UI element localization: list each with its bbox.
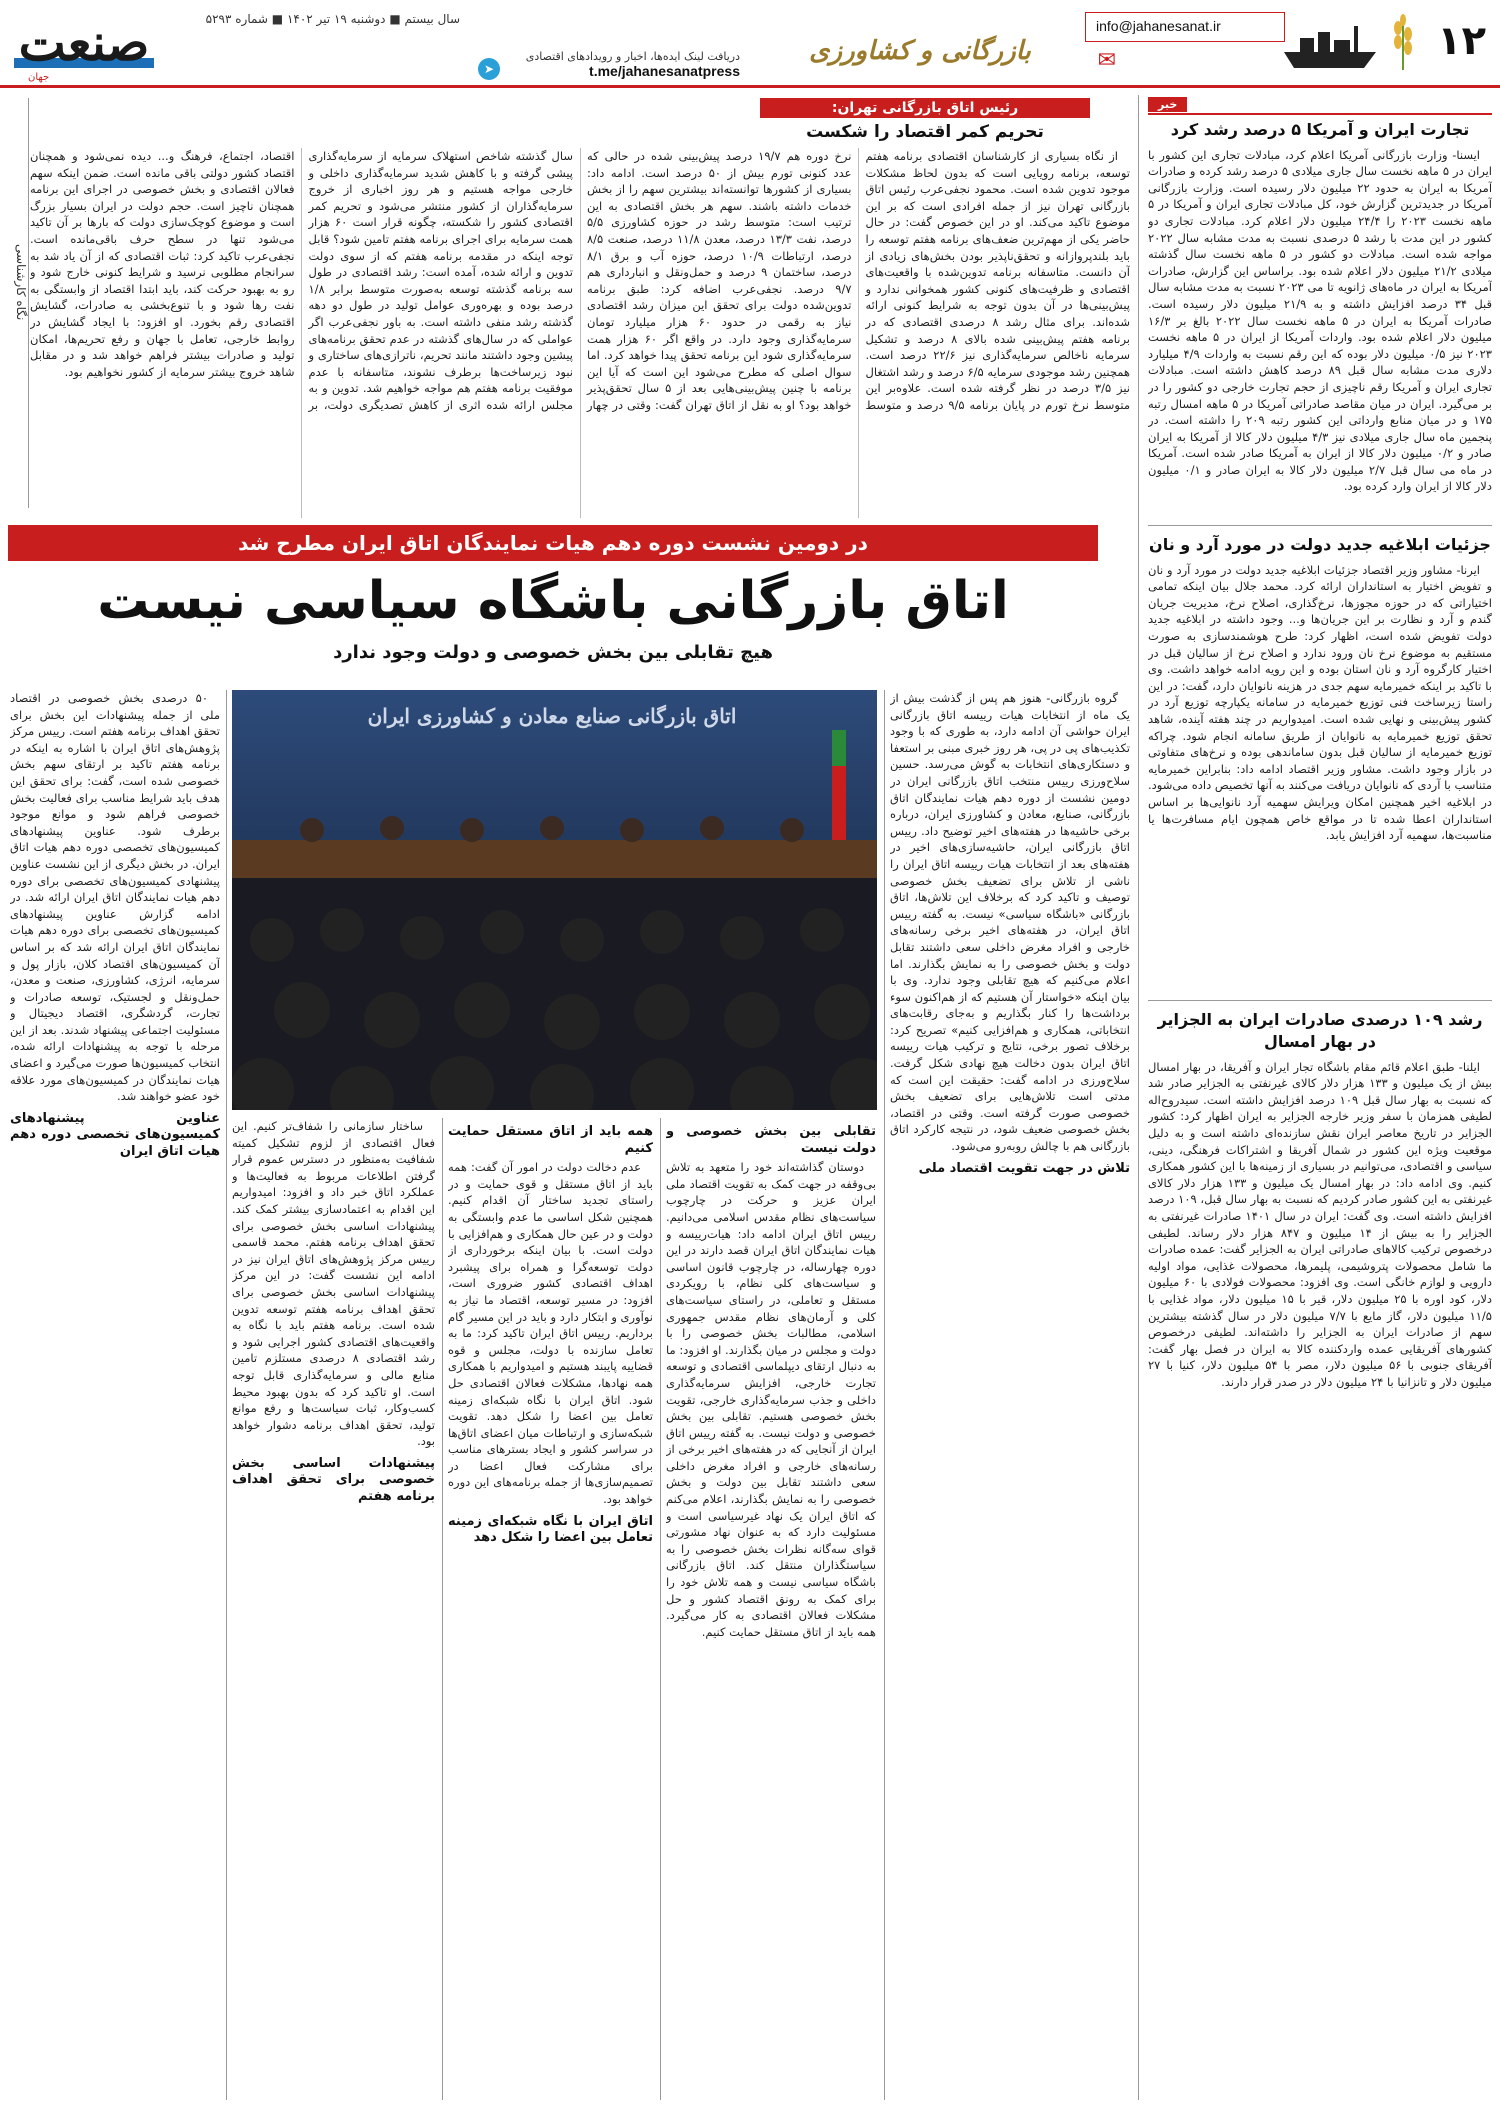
subhead-4: اتاق ایران با نگاه شبکه‌ای زمینه تعامل بین اعضا را شکل دهد <box>448 1513 653 1546</box>
subhead-6: عناوین پیشنهادهای کمیسیون‌های تخصصی دوره دهم هیات اتاق ایران <box>10 1110 220 1160</box>
news-divider <box>1148 525 1492 526</box>
conference-photo <box>232 690 877 1110</box>
news-tag-row <box>1148 96 1492 115</box>
main-col-2 <box>666 1118 876 2100</box>
main-col-4 <box>232 1118 435 2100</box>
newspaper-logo <box>14 8 154 83</box>
column-divider <box>226 690 227 2100</box>
column-divider <box>442 1118 443 2100</box>
main-article-title: اتاق بازرگانی باشگاه سیاسی نیست <box>97 571 1009 631</box>
conference-illustration <box>232 690 877 1110</box>
section-title: بازرگانی و کشاورزی <box>809 36 1031 66</box>
email-icon: ✉ <box>1097 48 1116 73</box>
side-label: نگاه کارشناسی <box>14 243 28 320</box>
ship-icon <box>1280 22 1380 72</box>
main-col-3-text: عدم دخالت دولت در امور آن گفت: همه باید از اتاق مستقل و قوی حمایت و در راستای تجدید ساختار آن اقدام کنیم. همچنین شکل اساسی ما عدم وابستگی به دولت و در عین حال همکاری و هم‌افزایی با دولت است. با بیان اینکه برخورداری از دولت توسعه‌گرا و همراه برای پیشبرد اهداف اقتصادی کشور ضروری است، افزود: در مسیر توسعه، اقتصاد ما نیاز به نوآوری و ابتکار دارد و باید در این مسیر گام برداریم. رییس اتاق ایران تاکید کرد: ما به تعامل سازنده با دولت، مجلس و قوه قضاییه پایبند هستیم و امیدواریم با همکاری همه نهادها، مشکلات فعالان اقتصادی حل شود. اتاق ایران با نگاه شبکه‌ای زمینه تعامل بین اعضا را شکل دهد. تقویت شبکه‌سازی و ارتباطات میان اعضای اتاق‌ها در سراسر کشور و ایجاد بسترهای مناسب برای مشارکت فعال اعضا در تصمیم‌سازی‌ها از جمله برنامه‌های این دوره خواهد بود. <box>448 1160 653 1507</box>
news-title-3: رشد ۱۰۹ درصدی صادرات ایران به الجزایر در بهار امسال <box>1157 1009 1483 1051</box>
main-col-2-text: دوستان گذاشته‌اند خود را متعهد به تلاش بی‌وقفه در جهت کمک به تقویت اقتصاد ملی ایران عزیز و حرکت در چارچوب سیاست‌های نظام مقدس اسلامی می‌دانیم. رییس اتاق ایران ادامه داد: هیات‌رییسه و هیات نمایندگان اتاق ایران قصد دارند در این دوره چهارساله، در چارچوب قانون اساسی و سیاست‌های کلی نظام، با رویکردی مستقل و تعاملی، در راستای سیاست‌های کلی و آرمان‌های نظام مقدس جمهوری اسلامی، مطالبات بخش خصوصی را با دولت و مجلس در میان بگذارند. او افزود: ما به دنبال ارتقای دیپلماسی اقتصادی و توسعه تجارت خارجی، افزایش سرمایه‌گذاری داخلی و جذب سرمایه‌گذاری خارجی، تقویت بخش خصوصی هستیم. تقابلی بین بخش خصوصی و دولت نیست. به گفته رییس اتاق ایران از آنجایی که در هفته‌های اخیر برخی از رسانه‌های خارجی و افراد مغرض داخلی سعی داشتند تقابل بین دولت و بخش خصوصی را به نمایش بگذارند، اعلام می‌کنم که اتاق ایران یک نهاد غیرسیاسی است و مسئولیت دارد که به عنوان نهاد مشورتی قوای سه‌گانه نظرات بخش خصوصی را به سیاستگذاران منتقل کند. اتاق بازرگانی باشگاه سیاسی نیست و همه تلاش خود را برای کمک به رونق اقتصاد کشور و حل مشکلات فعالان اقتصادی به کار می‌گیرد. همه باید از اتاق مستقل حمایت کنیم. <box>666 1160 876 1639</box>
main-col-4-text: ساختار سازمانی را شفاف‌تر کنیم. این فعال اقتصادی از لزوم تشکیل کمیته شفافیت به‌منظور در دسترس عموم قرار گرفتن اطلاعات مربوط به فعالیت‌ها و عملکرد اتاق خبر داد و افزود: امیدواریم این اقدام به اعتمادسازی بیشتر کمک کند. پیشنهادات اساسی بخش خصوصی برای تحقق اهداف برنامه هفتم. محمد قاسمی رییس مرکز پژوهش‌های اتاق ایران نیز در ادامه این نشست گفت: در این مرکز پیشنهادات اساسی بخش خصوصی برای تحقق اهداف برنامه هفتم توسعه تدوین شده است. برنامه هفتم باید با نگاه به واقعیت‌های اقتصادی کشور اجرایی شود و رشد اقتصادی ۸ درصدی مستلزم تامین منابع مالی و سرمایه‌گذاری قابل توجه است. او تاکید کرد که بدون بهبود محیط کسب‌وکار، ثبات سیاست‌ها و رفع موانع تولید، تحقق اهداف برنامه دشوار خواهد بود. <box>232 1119 435 1449</box>
column-divider <box>884 690 885 2100</box>
logo-subtext: جهان <box>28 72 50 83</box>
main-col-1-text: گروه بازرگانی- هنوز هم پس از گذشت بیش از یک ماه از انتخابات هیات رییسه اتاق بازرگانی ایران حواشی آن ادامه دارد، به طوری که با وجود تکذیب‌های پی در پی، هر روز خبری مبنی بر استعفا و دستکاری‌های انتخابات به گوش می‌رسد. حسین سلاح‌ورزی رییس منتخب اتاق بازرگانی ایران در دومین نشست از دوره دهم هیات نمایندگان اتاق بازرگانی، صنایع، معادن و کشاورزی ایران، درباره برخی حاشیه‌ها در هفته‌های اخیر توضیح داد. رییس اتاق بازرگانی ایران، حاشیه‌سازی‌های اخیر در هفته‌های بعد از انتخابات هیات رییسه اتاق ایران را ناشی از تلاش برای تضعیف بخش خصوصی توصیف و تاکید کرد که برخلاف این تلاش‌ها، اتاق بازرگانی «باشگاه سیاسی» نیست. به گفته رییس اتاق ایران، در هفته‌های اخیر برخی رسانه‌های خارجی و افراد مغرض داخلی سعی داشتند تقابل دولت و بخش خصوصی را به نمایش بگذارند. اما اعلام می‌کنیم که هیچ تقابلی وجود ندارد. وی با بیان اینکه «خواستار آن هستیم که از هم‌اکنون سوء‌ برداشت‌ها را کنار بگذاریم و به‌جای رقابت‌های انتخاباتی، همکاری و هم‌افزایی کنیم» تصریح کرد: برخلاف تصور برخی، نتایج و ترکیب هیات رییسه اتاق ایران بدون دخالت هیچ نهادی شکل گرفت. سلاح‌ورزی در ادامه گفت: حقیقت این است که مدتی است تلاش‌هایی برای تضعیف بخش خصوصی صورت گرفته است. وقتی در اقتصاد، بخش خصوصی ضعیف شود، در نتیجه کارکرد اتاق بازرگانی هم با چالش روبه‌رو می‌شود. <box>890 691 1130 1154</box>
column-divider <box>660 1118 661 2100</box>
news-body-2: ایرنا- مشاور وزیر اقتصاد جزئیات ابلاغیه جدید دولت در مورد آرد و نان و تفویض اختیار به استانداران ارائه کرد. محمد جلال بیان اینکه تمامی اختیاراتی که در حوزه مجوزها، نرخ‌گذاری، اصلاح نرخ، مدیریت جریان گندم و آرد و نظارت بر این جریان‌ها و... وجود داشته در ابلاغیه جدید دولت تفویض شده است، اظهار کرد: طرح هوشمندسازی به صورت مستقیم به موضوع نرخ نان ورود ندارد و اصلاح نرخ از سالیان قبل در اختیار کارگروه آرد و نان استان بوده و این رویه ادامه خواهد داشت. وی با تاکید بر اینکه خمیرمایه سهم جدی در هزینه نانوایان دارد، گفت: در این راستا زیرساخت فنی توزیع خمیرمایه در سامانه یکپارچه توزیع آرد در کشور پیش‌بینی و نهایی شده است. امیدواریم در چند هفته آینده، شاهد تحقق توزیع خمیرمایه به نانوایان از طریق سامانه انجام شود. چراکه توزیع خمیرمایه از سالیان قبل بدون ساماندهی بوده و نرخ‌های متفاوتی در بازار وجود داشت. مشاور وزیر اقتصاد ادامه داد: بنابراین خمیرمایه متناسب با آرد‌ی که نانوایان دریافت می‌کنند به آنها تخصیص داده می‌شود. در ابلاغیه اخیر همچنین امکان ویرایش سهمیه آرد نانوایی‌ها بر اساس استانداران اعطا شده تا در مواقع خاص همچون ایام مسافرت‌ها یا مناسبت‌ها، سهمیه آرد افزایش یابد. <box>1148 562 1492 843</box>
page-number: ۱۲ <box>1437 18 1486 64</box>
news-body-3: ایلنا- طبق اعلام قائم مقام باشگاه تجار ایران و آفریقا، در بهار امسال بیش از یک میلیون و ۱۳۳ هزار دلار کالای غیرنفتی به الجزایر صادر شد که نسبت به بهار سال قبل ۱۰۹ درصد افزایش داشته است. سیدروح‌اله لطیفی همزمان با سفر وزیر خارجه الجزایر به ایران اظهار کرد: کشور الجزایر در تاریخ معاصر ایران نقش سازنده‌ای داشته است و به دلیل موقعیت ویژه این کشور در شمال آفریقا و اشتراکات فرهنگی، دینی، سیاسی و اقتصادی، می‌توانیم در بسیاری از زمینه‌ها با این کشور همکاری کنیم. وی ادامه داد: در بهار امسال یک میلیون و ۱۳۳ هزار دلار کالای غیرنفتی به این کشور صادر کردیم که نسبت به بهار سال قبل، ۱۰۹ درصد افزایش داشته است. وی گفت: ایران در سال ۱۴۰۱ صادرات غیرنفتی به الجزایر را به بیش از ۱۴ میلیون و ۸۴۷ هزار دلار رساند. لطیفی درخصوص ترکیب کالاهای صادراتی ایران به الجزایر گفت: عمده صادرات ما شامل محصولات پتروشیمی، پلیمرها، محصولات غذایی، مواد اولیه دارویی و لوازم خانگی است. وی افزود: محصولات فولادی با ۶۰ میلیون دلار، کود اوره با ۲۵ میلیون دلار، قیر با ۱۵ میلیون دلار، مواد غذایی با ۱۱/۵ میلیون دلار، گاز مایع با ۷/۷ میلیون دلار در سال گذشته بیشترین سهم از صادرات ایران به الجزایر را داشته‌اند. لطیفی درخصوص کشورهای آفریقایی عمده واردکننده کالا به ایران در فصل بهار گفت: آفریقای جنوبی با ۵۶ میلیون دلار، مصر با ۵۴ میلیون دلار، کنیا با ۲۷ میلیون دلار و تانزانیا با ۲۴ میلیون دلار در صدر قرار دارند. <box>1148 1059 1492 1389</box>
wheat-icon <box>1388 14 1418 70</box>
page-header <box>0 0 1500 88</box>
news-title-2: جزئیات ابلاغیه جدید دولت در مورد آرد و نان <box>1149 534 1491 554</box>
news-divider <box>1148 1000 1492 1001</box>
top-article-title-label: تحریم کمر اقتصاد را شکست <box>806 122 1044 142</box>
main-col-1 <box>890 690 1130 2100</box>
main-col-5 <box>10 690 220 2100</box>
top-article-body: از نگاه بسیاری از کارشناسان اقتصادی برنامه هفتم توسعه، برنامه رویایی است که بدون لحاظ مشکلات موجود تدوین شده است. محمود نجفی‌عرب رئیس اتاق بازرگانی تهران نیز از جمله افرادی است که بر این موضوع تاکید می‌کند. او در این خصوص گفت: در حال حاضر یکی از مهم‌ترین ضعف‌های برنامه هفتم توسعه را باید بلندپروازانه و تحقق‌ناپذیر بودن بخش‌های زیادی از آن دانست. متاسفانه برنامه تدوین‌شده با واقعیت‌های اقتصادی و ظرفیت‌های کنونی کشور همخوانی ندارد و پیش‌بینی‌ها در آن بدون توجه به شرایط کنونی ارائه شده‌اند. برای مثال رشد ۸ درصدی اقتصادی که در برنامه هفتم پیش‌بینی شده بالای ۸ درصد و تشکیل سرمایه ناخالص سرمایه‌گذاری نیز ۲۲/۶ درصد است. همچنین رشد موجودی سرمایه ۶/۵ درصد و رشد اشتغال نیز ۳/۵ درصد در نظر گرفته شده است. علاوه‌بر این متوسط نرخ تورم در پایان برنامه ۹/۵ درصد و متوسط نرخ دوره هم ۱۹/۷ درصد پیش‌بینی شده در حالی که عدد کنونی تورم بیش از ۵۰ درصد است. ادامه داد: بسیاری از کشورها توانسته‌اند بیشترین سهم را از بخش خدمات داشته باشند. سهم هر بخش اقتصادی به این ترتیب است: متوسط رشد در حوزه کشاورزی ۵/۵ درصد، نفت ۱۳/۳ درصد، معدن ۱۱/۸ درصد، صنعت ۸/۵ درصد، ارتباطات ۱۰/۹ درصد، حوزه آب و برق ۸/۱ درصد، ساختمان ۹ درصد و حمل‌ونقل و انبارداری هم ۹/۷ درصد. نجفی‌عرب اضافه کرد: طبق برنامه تدوین‌شده دولت برای تحقق این میزان رشد اقتصادی نیاز به رقمی در حدود ۶۰ هزار میلیارد تومان سرمایه‌گذاری وجود دارد. در واقع اگر ۶۰ هزار همت سرمایه‌گذاری شود این برنامه تحقق پیدا خواهد کرد. اما سوال اصلی که مطرح می‌شود این است که آیا این برنامه با چنین پیش‌بینی‌هایی بعد از ۵ سال تحقق‌پذیر خواهد بود؟ او به نقل از اتاق تهران گفت: وقتی در چهار سال گذشته شاخص استهلاک سرمایه از سرمایه‌گذاری پیشی گرفته و با کاهش شدید سرمایه‌گذاری داخلی و خارجی مواجه هستیم و هر روز اخباری از خروج سرمایه‌گذاران از کشور منتشر می‌شود و تحریم کمر اقتصادی کشور را شکسته، چگونه قرار است ۶۰ هزار همت سرمایه برای اجرای برنامه هفتم تامین شود؟ قابل توجه اینکه در مقدمه برنامه هفتم که از سوی دولت تدوین و ارائه شده، آمده است: رشد اقتصادی در طول سه برنامه گذشته توسعه به‌صورت متوسط برابر ۱/۸ درصد بوده و بهره‌وری عوامل تولید در طول دو دهه گذشته رشد منفی داشته است. به باور نجفی‌عرب اگر عواملی که در سال‌های گذشته در عدم تحقق برنامه‌های پیشین وجود داشتند مانند تحریم، ناترازی‌های ساختاری و نبود زیرساخت‌ها برطرف نشوند، متاسفانه با عدم موفقیت برنامه هفتم هم مواجه خواهیم شد. تدوین و به مجلس ارائه شده اثری از کاهش تصدیگری دولت، بر اقتصاد، اجتماع، فرهنگ و... دیده نمی‌شود و همچنان اقتصاد کشور دولتی باقی مانده است. ضمن اینکه سهم فعالان اقتصادی و بخش خصوصی در اجرای این برنامه همچنان ناچیز است. حجم دولت در ایران بسیار بزرگ است و موضوع کوچک‌سازی دولت که بارها بر آن تاکید می‌شود تنها در سطح حرف باقی‌مانده است. نجفی‌عرب تاکید کرد: ثبات اقتصادی که از آن یاد شد به سرانجام مطلوبی نرسید و شرایط کنونی خارج شود و رو به بهبود حرکت کند، باید ابتدا اقتصاد از وابستگی به نفت رها شود و با تنوع‌بخشی به صادرات، گشایش اقتصادی رقم بخورد. او افزود: با ایجاد گشایش در روابط خارجی، تعامل با جهان و رفع تحریم‌ها، امکان تولید و صادرات بیشتر فراهم خواهد شد و در مقابل شاهد خروج بیشتر سرمایه از کشور نخواهیم بود. <box>30 149 1130 412</box>
top-article-kicker-label: رئیس اتاق بازرگانی تهران: <box>760 98 1090 118</box>
news-title-1: تجارت ایران و آمریکا ۵ درصد رشد کرد <box>1170 119 1470 139</box>
main-col-3 <box>448 1118 653 2100</box>
photo-banner-text: اتاق بازرگانی صنایع معادن و کشاورزی ایران <box>367 704 737 728</box>
email-link[interactable]: info@jahanesanat.ir <box>1085 12 1285 42</box>
logo-text: صنعت <box>18 13 150 72</box>
telegram-promo <box>470 50 740 79</box>
telegram-link[interactable]: t.me/jahanesanatpress <box>589 63 740 79</box>
column-divider <box>1138 95 1139 2100</box>
news-body-1: ایسنا- وزارت بازرگانی آمریکا اعلام کرد، مبادلات تجاری این کشور با ایران در ۵ ماهه نخست سال جاری میلادی ۵ درصد رشد کرده و صادرات آمریکا به ایران به حدود ۲۲ میلیون دلار رسیده است. وزارت بازرگانی آمریکا در جدیدترین گزارش خود، کل مبادلات تجاری ایران و آمریکا در ۵ ماهه نخست ۲۰۲۳ را ۲۴/۴ میلیون دلار اعلام کرد. مبادلات تجاری دو کشور در این مدت با رشد ۵ درصدی نسبت به مدت مشابه سال ۲۰۲۲ مواجه شده است. مبادلات دو کشور در ۵ ماهه نخست سال گذشته میلادی ۲۱/۲ میلیون دلار اعلام شده بود. براساس این گزارش، صادرات آمریکا به ایران در ماه‌های ژانویه تا می ۲۰۲۳ نسبت به مدت مشابه سال قبل ۳۴ درصد افزایش داشته و به ۲۱/۹ میلیون دلار رسیده است. صادرات آمریکا به ایران در ۵ ماهه نخست سال ۲۰۲۲ بالغ بر ۱۶/۳ میلیون دلار اعلام شده بود. واردات آمریکا از ایران در ۵ ماهه نخست ۲۰۲۳ نیز ۰/۵ میلیون دلار بوده که این رقم نسبت به واردات ۴/۹ میلیارد دلاری مدت مشابه سال قبل ۸۹ درصد کاهش داشته است. مبادلات تجاری ایران و آمریکا رقم ناچیزی از حجم تجارت خارجی دو کشور را در بر می‌گیرد. ایران در میان مقاصد صادراتی آمریکا در ۵ ماهه امسال رتبه ۱۷۵ و در میان منابع وارداتی این کشور رتبه ۲۰۹ را داشته است. در پنجمین ماه سال جاری میلادی نیز ۴/۳ میلیون دلار کالا از آمریکا به ایران صادر و ۰/۲ میلیون دلار کالا از ایران به آمریکا صادر شده است. آمریکا در ماه می سال قبل ۲/۷ میلیون دلار کالا به ایران صادر و ۰/۱ میلیون دلار کالا از ایران وارد کرده بود. <box>1148 147 1492 494</box>
telegram-caption: دریافت لینک ایده‌ها، اخبار و رویدادهای اقتصادی <box>525 50 740 63</box>
main-col-5-text: ۵۰ درصدی بخش خصوصی در اقتصاد ملی از جمله پیشنهادات این بخش برای تحقق اهداف برنامه هفتم است. رییس مرکز پژوهش‌های اتاق ایران با اشاره به اینکه در برنامه هفتم تاکید بر ارتقای سهم بخش خصوصی شده است، گفت: برای تحقق این هدف باید شرایط مناسب برای فعالیت بخش خصوصی فراهم شود و موانع موجود برطرف شود. عناوین پیشنهادهای کمیسیون‌های تخصصی دوره دهم هیات اتاق ایران. در بخش دیگری از این نشست عناوین پیشنهادی کمیسیون‌های تخصصی برای دوره دهم هیات نمایندگان اتاق ایران ارائه شد. در ادامه گزارش عناوین پیشنهادهای کمیسیون‌های تخصصی برای دوره دهم هیات نمایندگان اتاق ایران ارائه شد که بر اساس آن کمیسیون‌های اقتصاد کلان، بازار پول و سرمایه، انرژی، کشاورزی، صنعت و معدن، حمل‌ونقل و لجستیک، توسعه صادرات و تجارت، گردشگری، اقتصاد دیجیتال و مسئولیت اجتماعی پیشنهاد شدند. بعد از این مرحله با توجه به پیشنهادات ارائه شده، انتخاب کمیسیون‌ها صورت می‌گیرد و اعضای هیات نمایندگان در کمیسیون‌های مورد علاقه خود عضو خواهند شد. <box>10 691 220 1104</box>
right-news-column <box>1148 96 1492 2101</box>
subhead-1: تلاش در جهت تقویت اقتصاد ملی <box>918 1160 1130 1176</box>
main-article-banner: در دومین نشست دوره دهم هیات نمایندگان اتاق ایران مطرح شد <box>8 525 1098 561</box>
side-divider <box>28 98 29 508</box>
news-tag: خبر <box>1148 97 1187 112</box>
subhead-3: همه باید از اتاق مستقل حمایت کنیم <box>448 1124 653 1156</box>
telegram-icon: ➤ <box>478 58 500 80</box>
main-article-subtitle: هیچ تقابلی بین بخش خصوصی و دولت وجود ندارد <box>333 642 773 663</box>
subhead-5: پیشنهادات اساسی بخش خصوصی برای تحقق اهداف برنامه هفتم <box>232 1455 435 1505</box>
subhead-2: تقابلی بین بخش خصوصی و دولت نیست <box>666 1124 876 1156</box>
top-article-body-wrap <box>30 98 1130 518</box>
issue-info: سال بیستم ■ دوشنبه ۱۹ تیر ۱۴۰۲ ■ شماره ۵۲۹۳ <box>205 12 460 26</box>
